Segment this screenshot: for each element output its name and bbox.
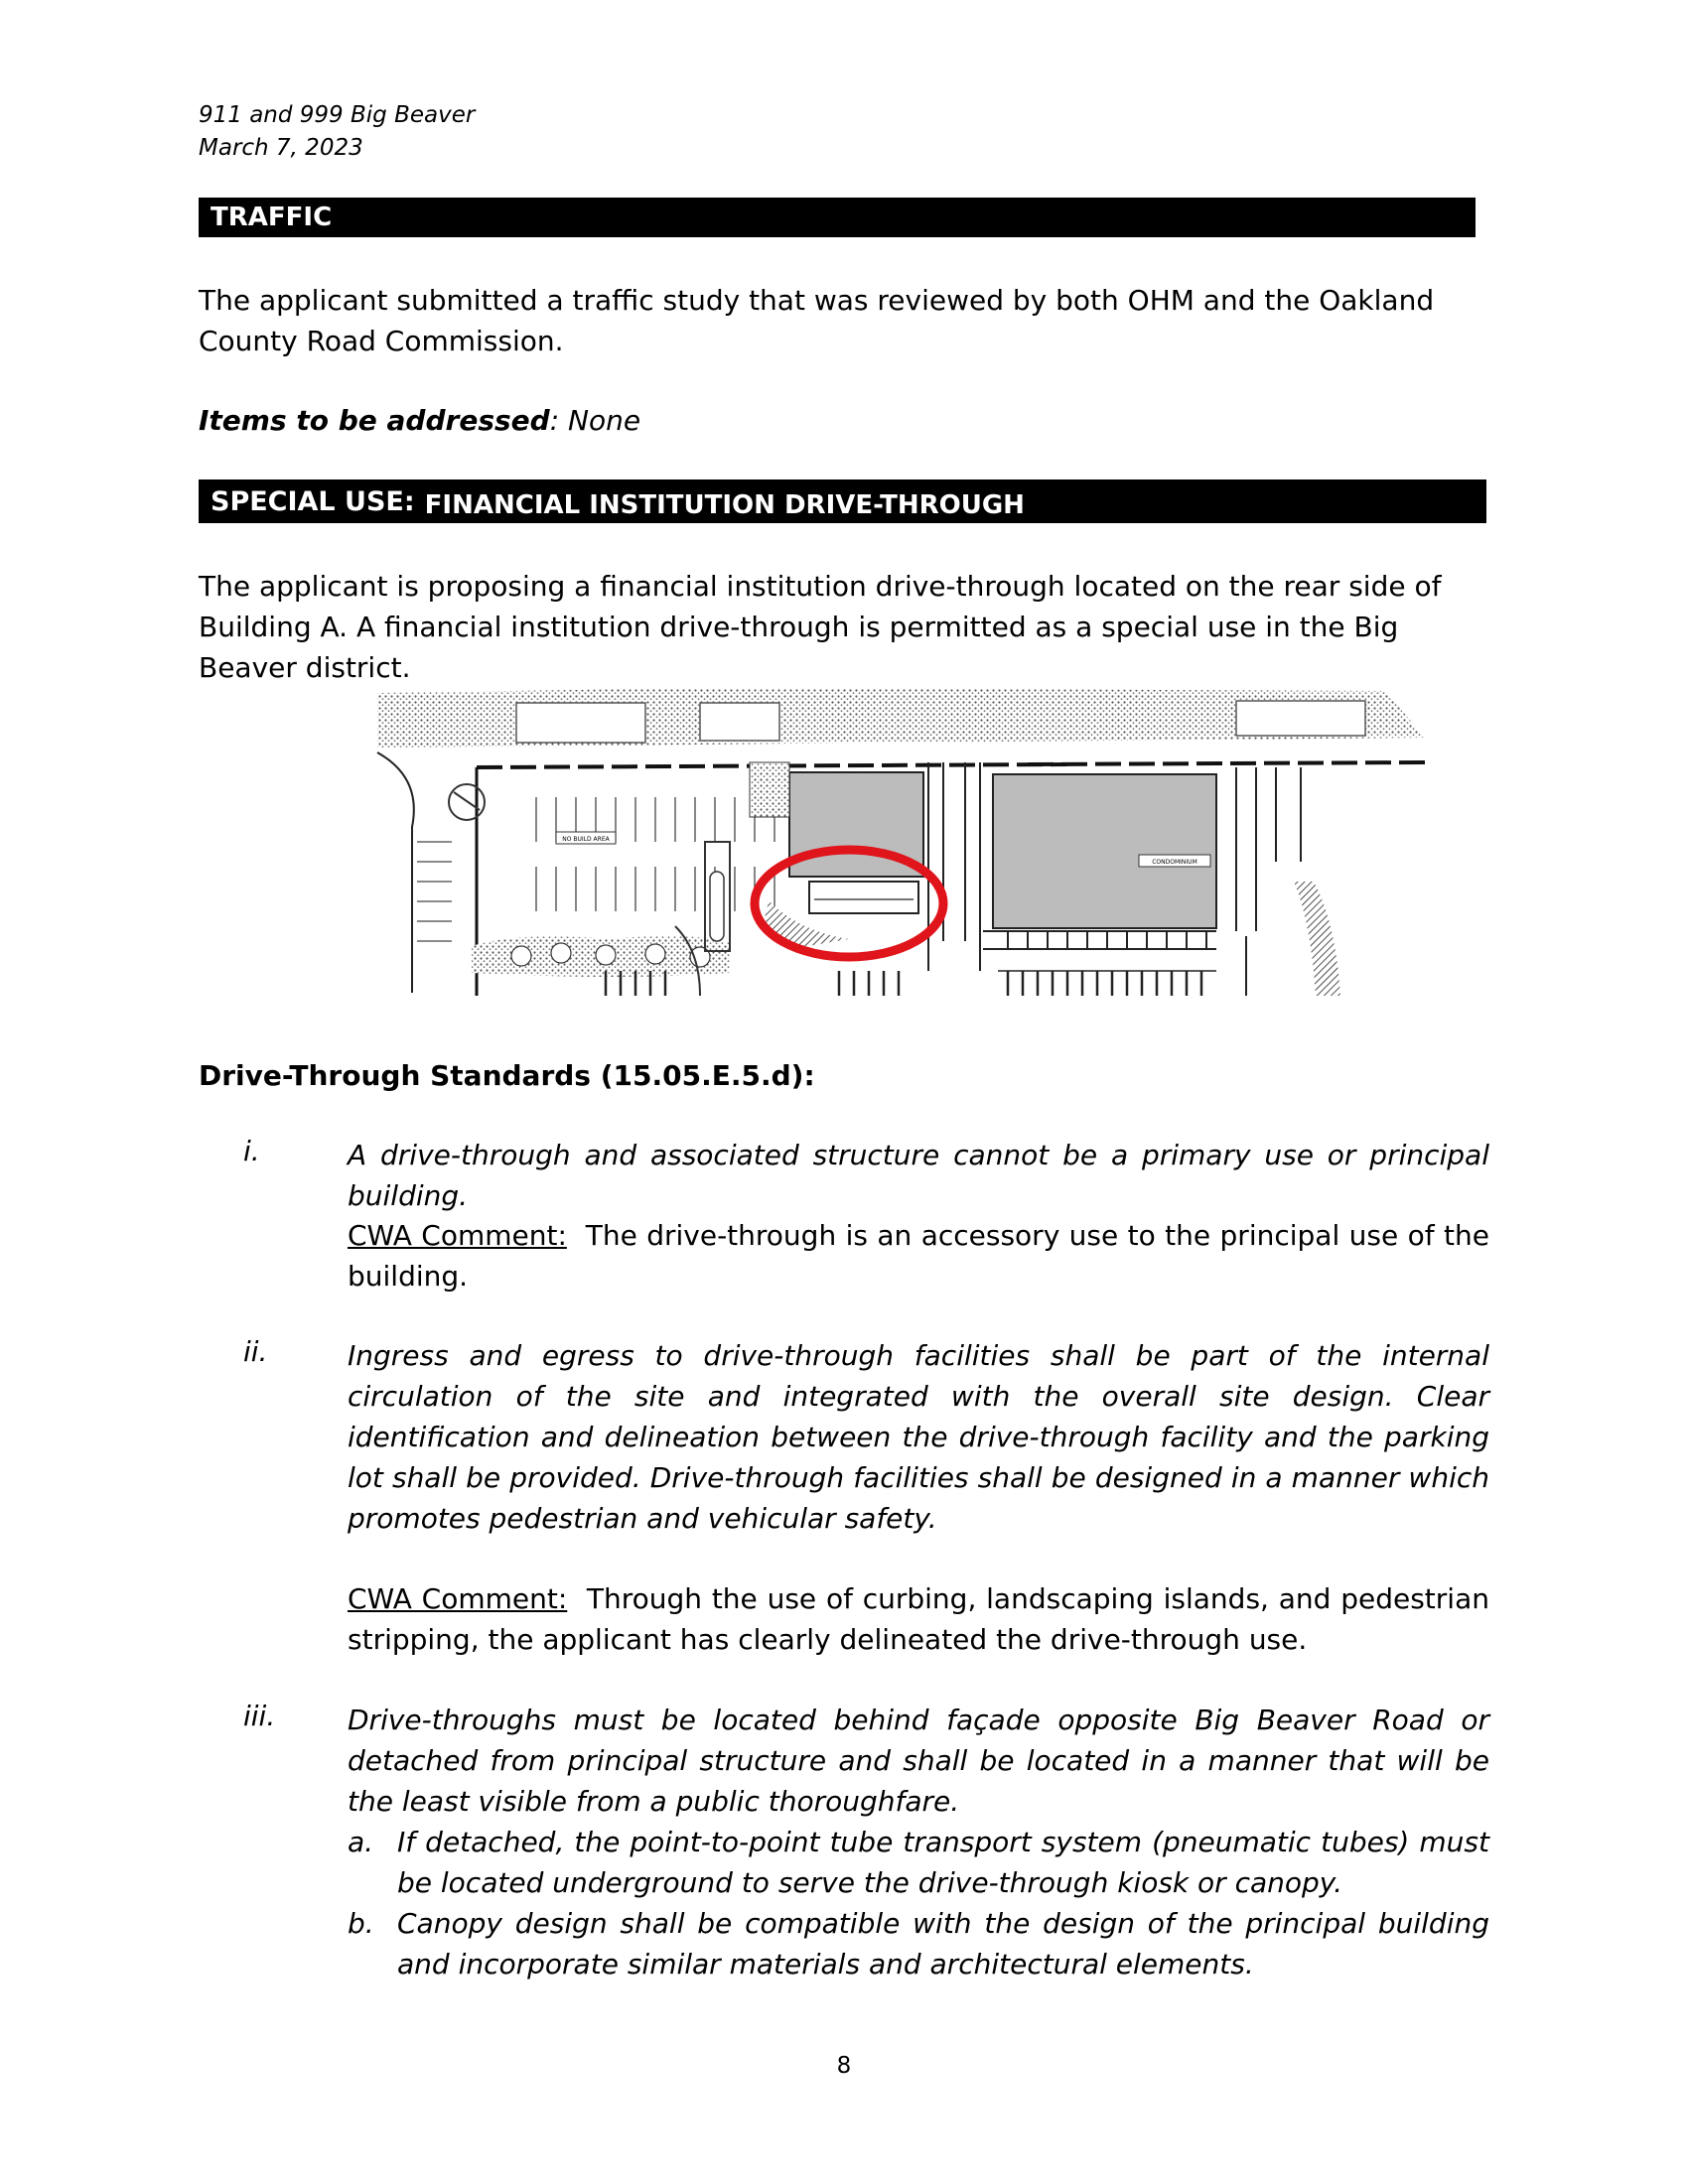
standard-num-1: i. bbox=[243, 1135, 260, 1167]
traffic-paragraph: The applicant submitted a traffic study that was reviewed by both OHM and the Oakland County Road Commission. bbox=[199, 284, 1435, 357]
no-build-label: NO BUILD AREA bbox=[562, 836, 610, 843]
subitem-letter: a. bbox=[348, 1826, 374, 1858]
standard-comment-1-text: The drive-through is an accessory use to the principal use of the building. bbox=[348, 1219, 1489, 1293]
standard-text-1: A drive-through and associated structure cannot be a primary use or principal building. bbox=[348, 1139, 1489, 1212]
building-b bbox=[993, 774, 1216, 928]
special-use-heading-prefix: SPECIAL USE: bbox=[211, 485, 415, 517]
subitem-text: If detached, the point-to-point tube transport system (pneumatic tubes) must be located underground to serve the drive-through kiosk or canopy. bbox=[397, 1826, 1489, 1899]
standard-num-2: ii. bbox=[243, 1335, 268, 1368]
items-to-address-value: : None bbox=[549, 404, 641, 437]
section-heading-traffic bbox=[199, 198, 1476, 237]
comment-label: CWA Comment: bbox=[348, 1219, 567, 1252]
standards-heading: Drive-Through Standards (15.05.E.5.d): bbox=[199, 1059, 815, 1092]
special-use-paragraph: The applicant is proposing a financial institution drive-through located on the rear side of Building A. A financial institution drive-through is permitted as a special use in the Big Beaver district. bbox=[199, 570, 1442, 684]
standard-comment-2-text: Through the use of curbing, landscaping islands, and pedestrian stripping, the applicant has clearly delineated the drive-through use. bbox=[348, 1582, 1489, 1656]
site-plan-figure bbox=[372, 683, 1465, 996]
drive-through-canopy bbox=[809, 882, 918, 913]
standard-3-subitem-b bbox=[348, 1903, 1489, 1984]
doc-header-date: March 7, 2023 bbox=[199, 135, 363, 161]
items-to-address bbox=[199, 400, 1489, 441]
page-number: 8 bbox=[836, 2053, 852, 2079]
subitem-letter: b. bbox=[348, 1907, 374, 1940]
standard-text-2: Ingress and egress to drive-through facilities shall be part of the internal circulation of the site and integrated with the overall site design. Clear identification and delineation between the drive-through facility and the parking lot shall be provided. Drive-through facilities shall be designed in a manner which promotes pedestrian and vehicular safety. bbox=[348, 1339, 1489, 1535]
items-to-address-label: Items to be addressed bbox=[199, 404, 550, 437]
standard-3-subitem-a bbox=[348, 1822, 1489, 1903]
section-heading-traffic-text: TRAFFIC bbox=[211, 203, 333, 232]
comment-label: CWA Comment: bbox=[348, 1582, 568, 1615]
subitem-text: Canopy design shall be compatible with the design of the principal building and incorporate similar materials and architectural elements. bbox=[397, 1907, 1489, 1980]
standard-comment-2 bbox=[348, 1578, 1489, 1660]
standard-text-3: Drive-throughs must be located behind façade opposite Big Beaver Road or detached from principal structure and shall be located in a manner that will be the least visible from a public thoroughfare. bbox=[348, 1704, 1489, 1818]
standard-num-3: iii. bbox=[243, 1700, 276, 1732]
special-use-heading-title: FINANCIAL INSTITUTION DRIVE-THROUGH bbox=[424, 490, 1025, 520]
section-heading-special-use bbox=[199, 479, 1486, 523]
condominium-label: CONDOMINIUM bbox=[1152, 859, 1197, 866]
doc-header-project: 911 and 999 Big Beaver bbox=[199, 102, 476, 128]
standard-comment-1 bbox=[348, 1215, 1489, 1297]
